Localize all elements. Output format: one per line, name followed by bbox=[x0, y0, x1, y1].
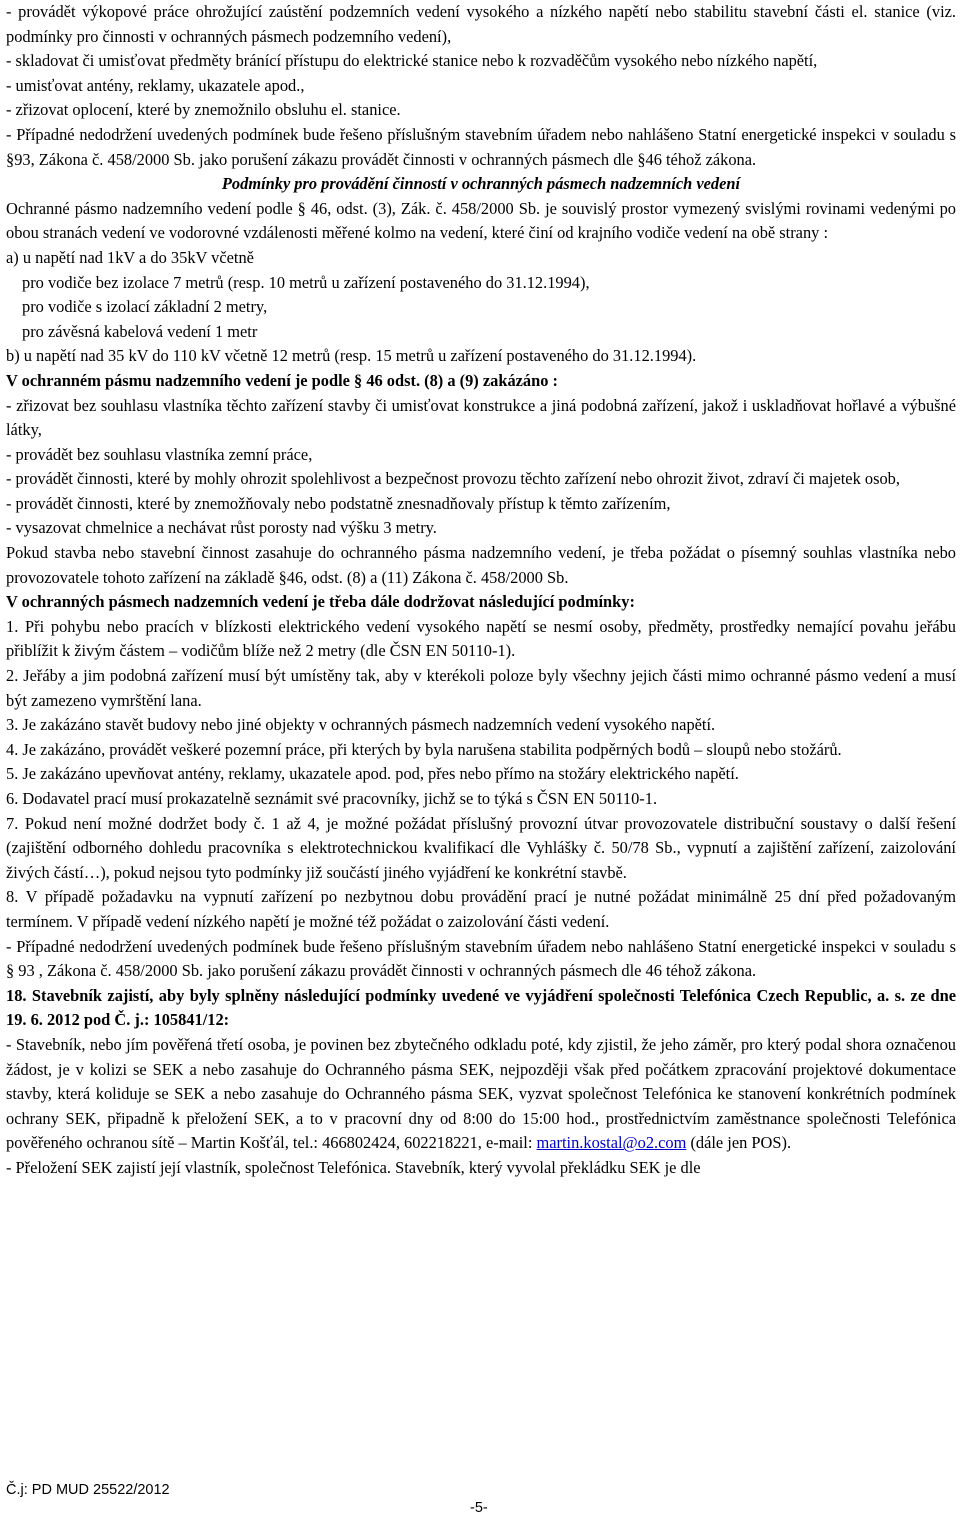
text-line: - Případné nedodržení uvedených podmínek bude řešeno příslušným stavebním úřadem nebo nahlášeno Statní energetické inspekci v souladu s §93, Zákona č. 458/2000 Sb. jako porušení zákazu provádět činnosti v ochranných pásmech dle §46 téhož zákona. bbox=[6, 124, 956, 169]
numbered-item: 2. Jeřáby a jim podobná zařízení musí být umístěny tak, aby v kterékoli poloze byly všechny jejich části mimo ochranné pásmo vedení a musí být zamezeno vymrštění lana. bbox=[6, 666, 956, 710]
numbered-item: 8. V případě požadavku na vypnutí zařízení po nezbytnou dobu provádění prací je nutné požádat minimálně 25 dní před požadovaným termínem. V případě vedení nízkého napětí je možné též požádat o zaizolování části vedení. bbox=[6, 887, 956, 931]
list-subitem: pro vodiče bez izolace 7 metrů (resp. 10 metrů u zařízení postaveného do 31.12.1994), bbox=[22, 272, 590, 292]
paragraph-pripadne: - Případné nedodržení uvedených podmínek bude řešeno příslušným stavebním úřadem nebo nahlášeno Statní energetické inspekci v souladu s § 93 , Zákona č. 458/2000 Sb. jako porušení zákazu provádět činnosti v ochranných pásmech dle 46 téhož zákona. bbox=[6, 936, 956, 981]
text-line: - provádět výkopové práce ohrožující zaústění podzemních vedení vysokého a nízkého napětí nebo stabilitu stavební části el. stanice (viz. podmínky pro činnosti v ochranných pásmech podzemního vedení), bbox=[6, 2, 956, 46]
list-item: - provádět činnosti, které by znemožňovaly nebo podstatně znesnadňovaly přístup k těmto zařízením, bbox=[6, 493, 671, 513]
list-item: - zřizovat bez souhlasu vlastníka těchto zařízení stavby či umisťovat konstrukce a jiná podobná zařízení, jakož i uskladňovat hořlavé a výbušné látky, bbox=[6, 395, 956, 440]
bold-heading-podminky: V ochranných pásmech nadzemních vedení je třeba dále dodržovat následující podmínky: bbox=[6, 592, 635, 612]
list-item-a: a) u napětí nad 1kV a do 35kV včetně bbox=[6, 247, 254, 267]
bold-heading-zakazano: V ochranném pásmu nadzemního vedení je podle § 46 odst. (8) a (9) zakázáno : bbox=[6, 370, 558, 390]
bold-heading-18: 18. Stavebník zajistí, aby byly splněny následující podmínky uvedené ve vyjádření společnosti Telefónica Czech Republic, a. s. ze dne 19. 6. 2012 pod Č. j.: 105841/12: bbox=[6, 985, 956, 1030]
text-line: - skladovat či umisťovat předměty bránící přístupu do elektrické stanice nebo k rozvaděčům vysokého nebo nízkého napětí, bbox=[6, 51, 818, 71]
numbered-item: 5. Je zakázáno upevňovat antény, reklamy, ukazatele apod. pod, přes nebo přímo na stožáry elektrického napětí. bbox=[6, 764, 739, 784]
list-item-b: b) u napětí nad 35 kV do 110 kV včetně 12 metrů (resp. 15 metrů u zařízení postaveného do 31.12.1994). bbox=[6, 346, 697, 366]
list-item: - vysazovat chmelnice a nechávat růst porosty nad výšku 3 metry. bbox=[6, 518, 437, 538]
list-item: - provádět bez souhlasu vlastníka zemní práce, bbox=[6, 444, 313, 464]
email-link[interactable]: martin.kostal@o2.com bbox=[536, 1133, 687, 1153]
list-item: - provádět činnosti, které by mohly ohrozit spolehlivost a bezpečnost provozu těchto zařízení nebo ohrozit život, zdraví či majetek osob, bbox=[6, 469, 900, 489]
section-heading: Podmínky pro provádění činností v ochranných pásmech nadzemních vedení bbox=[221, 174, 741, 194]
paragraph-sek-text: - Stavebník, nebo jím pověřená třetí osoba, je povinen bez zbytečného odkladu poté, kdy zjistil, že jeho záměr, pro který podal shora označenou žádost, je v kolizi se SEK a nebo zasahuje do Ochranného pásma SEK, nejpozději však před počátkem zpracování projektové dokumentace stavby, která koliduje se SEK a nebo zasahuje do Ochranného pásma SEK, vyzvat společnost Telefónica ke stanovení konkrétních podmínek ochrany SEK, připadně k přeložení SEK, a to v pracovní dny od 8:00 do 15:00 hod., prostřednictvím zaměstnance společnosti Telefónica pověřeného ochranou sítě – Martin Košťál, tel.: 466802424, 602218221, e-mail: bbox=[6, 1034, 956, 1153]
text-line: - umisťovat antény, reklamy, ukazatele apod., bbox=[6, 75, 305, 95]
paragraph-ochranne-pasmo: Ochranné pásmo nadzemního vedení podle § 46, odst. (3), Zák. č. 458/2000 Sb. je souvislý prostor vymezený svislými rovinami vedenými po obou stranách vedení ve vodorovné vzdálenosti měřené kolmo na vedení, které činí od krajního vodiče vedení na obě strany : bbox=[6, 198, 956, 243]
numbered-item: 3. Je zakázáno stavět budovy nebo jiné objekty v ochranných pásmech nadzemních vedení vysokého napětí. bbox=[6, 715, 716, 735]
numbered-item: 6. Dodavatel prací musí prokazatelně seznámit své pracovníky, jichž se to týká s ČSN EN 50110-1. bbox=[6, 789, 658, 808]
numbered-item: 4. Je zakázáno, provádět veškeré pozemní práce, při kterých by byla narušena stabilita podpěrných bodů – sloupů nebo stožárů. bbox=[6, 739, 842, 759]
page-number: -5- bbox=[470, 1500, 488, 1516]
text-line: - zřizovat oplocení, které by znemožnilo obsluhu el. stanice. bbox=[6, 100, 401, 120]
paragraph-pokud: Pokud stavba nebo stavební činnost zasahuje do ochranného pásma nadzemního vedení, je třeba požádat o písemný souhlas vlastníka nebo provozovatele tohoto zařízení na základě §46, odst. (8) a (11) Zákona č. 458/2000 Sb. bbox=[6, 543, 956, 587]
list-subitem: pro vodiče s izolací základní 2 metry, bbox=[22, 297, 268, 317]
paragraph-sek bbox=[6, 1033, 956, 1156]
numbered-item: 1. Při pohybu nebo pracích v blízkosti elektrického vedení vysokého napětí se nesmí osoby, předměty, prostředky nemající povahu jeřábu přiblížit k živým částem – vodičům blíže než 2 metry (dle ČSN EN 50110-1). bbox=[6, 616, 956, 661]
paragraph-prelozeni: - Přeložení SEK zajistí její vlastník, společnost Telefónica. Stavebník, který vyvolal překládku SEK je dle bbox=[6, 1157, 701, 1177]
document-page bbox=[6, 0, 956, 1181]
list-subitem: pro závěsná kabelová vedení 1 metr bbox=[22, 321, 258, 341]
numbered-item: 7. Pokud není možné dodržet body č. 1 až 4, je možné požádat příslušný provozní útvar provozovatele distribuční soustavy o další řešení (zajištění odborného dohledu pracovníka s elektrotechnickou kvalifikací dle Vyhlášky č. 50/78 Sb., vypnutí a zajištění zařízení, zaizolování živých částí…), pokud nejsou tyto podmínky již součástí jiného vyjádření ke konkrétní stavbě. bbox=[6, 813, 956, 882]
paragraph-sek-tail: (dále jen POS). bbox=[686, 1133, 792, 1153]
footer-reference: Č.j: PD MUD 25522/2012 bbox=[6, 1482, 170, 1498]
